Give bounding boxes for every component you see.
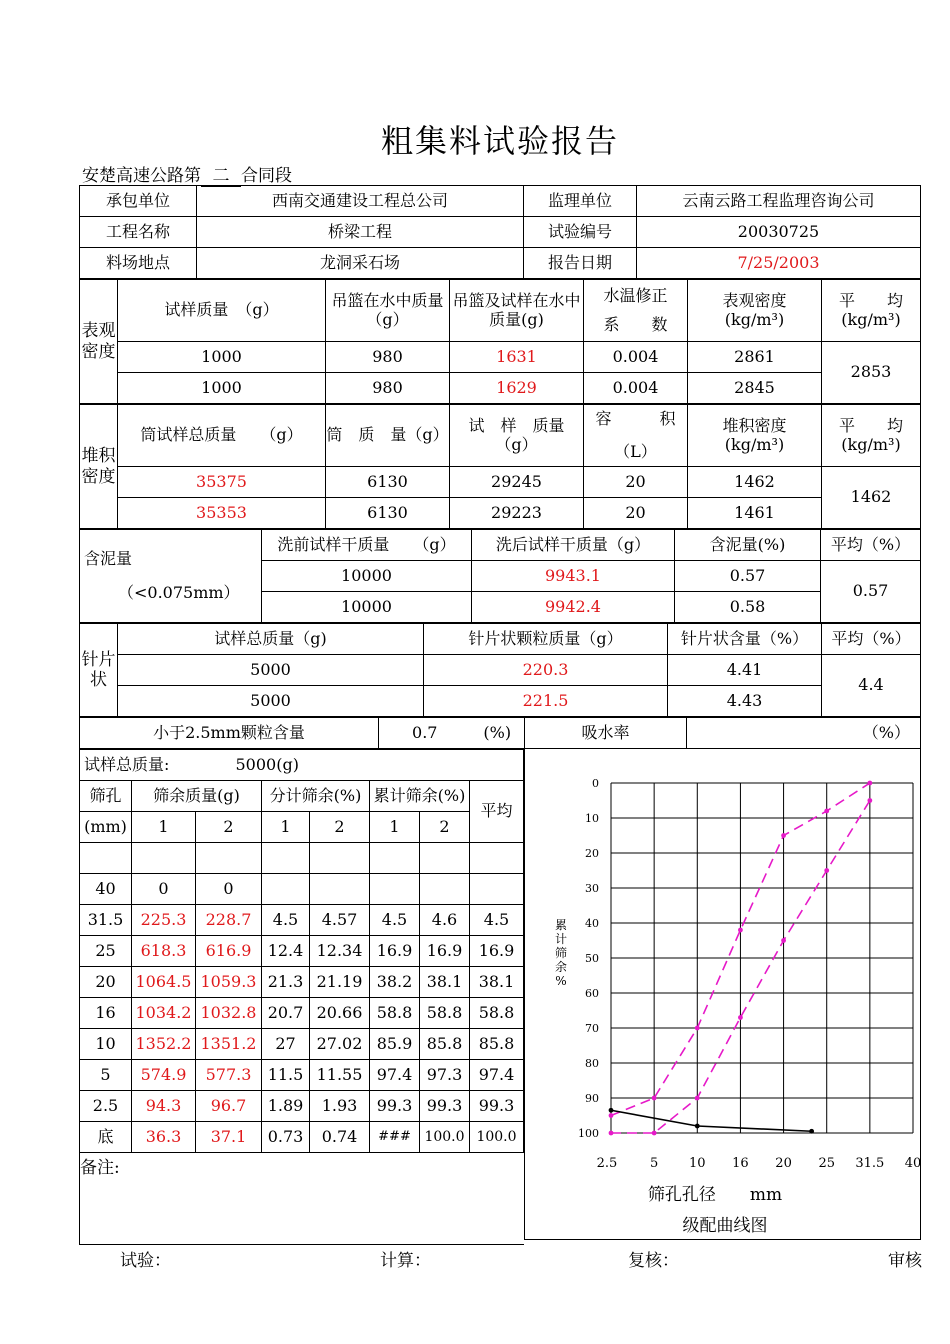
series-line-3 xyxy=(611,1110,812,1131)
grading-curve-chart xyxy=(525,743,921,1239)
cell: 12.4 xyxy=(262,936,310,967)
y-tick-label: 50 xyxy=(585,952,599,965)
cell: 16.9 xyxy=(370,936,420,967)
mud-content-table xyxy=(79,529,921,623)
y-axis-label: 计 xyxy=(554,932,568,946)
data-point xyxy=(781,938,786,943)
header-sieve-hole: 筛孔 xyxy=(80,781,132,812)
header-cylinder-mass: 筒 质 量（g） xyxy=(326,405,450,467)
cell: 10 xyxy=(80,1029,132,1060)
header-basket-water-mass: 吊篮在水中质量（g） xyxy=(326,280,450,342)
cell: 29245 xyxy=(450,467,584,498)
header-apparent-density: 表观密度 (kg/m³) xyxy=(688,280,822,342)
header-n1: 1 xyxy=(132,812,196,843)
cell: 0.74 xyxy=(310,1122,370,1153)
cell xyxy=(370,843,420,874)
bulk-density-label: 堆积密度 xyxy=(80,405,118,529)
cell: 5000 xyxy=(118,655,424,686)
header-average: 平均 xyxy=(470,781,524,843)
x-tick-label: 5 xyxy=(650,1156,659,1171)
cell: 6130 xyxy=(326,467,450,498)
cell xyxy=(80,843,132,874)
y-tick-label: 40 xyxy=(585,917,599,930)
cell: 574.9 xyxy=(132,1060,196,1091)
cell: 38.1 xyxy=(470,967,524,998)
header-volume: 容 积 （L） xyxy=(584,405,688,467)
y-tick-label: 60 xyxy=(585,987,599,1000)
cell: 96.7 xyxy=(196,1091,262,1122)
supervisor-value: 云南云路工程监理咨询公司 xyxy=(637,186,921,217)
sieve-rows xyxy=(80,874,524,1153)
sample-total-value: 5000(g) xyxy=(196,750,524,781)
cell: 38.2 xyxy=(370,967,420,998)
header-cumulative-retained: 累计筛余(%) xyxy=(370,781,470,812)
sieve-row xyxy=(80,1060,524,1091)
cell: 1351.2 xyxy=(196,1029,262,1060)
data-point xyxy=(738,1015,743,1020)
header-retained-mass: 筛余质量(g) xyxy=(132,781,262,812)
header-n1: 1 xyxy=(370,812,420,843)
cell: 20 xyxy=(584,467,688,498)
header-bulk-density: 堆积密度 (kg/m³) xyxy=(688,405,822,467)
x-tick-label: 31.5 xyxy=(855,1156,885,1171)
y-axis-label: 余 xyxy=(554,960,568,974)
header-basket-sample-water-mass: 吊篮及试样在水中质量(g) xyxy=(450,280,584,342)
cell: 225.3 xyxy=(132,905,196,936)
footer-review: 复核： xyxy=(628,1251,679,1271)
cell: 980 xyxy=(326,342,450,373)
sieve-row xyxy=(80,1029,524,1060)
header-sample-mass: 试 样 质量 （g） xyxy=(450,405,584,467)
cell: 16.9 xyxy=(470,936,524,967)
x-tick-label: 10 xyxy=(689,1156,706,1171)
header-average: 平均（%） xyxy=(822,624,921,655)
header-n1: 1 xyxy=(262,812,310,843)
cell: 27 xyxy=(262,1029,310,1060)
cell: 100.0 xyxy=(470,1122,524,1153)
cell: 980 xyxy=(326,373,450,404)
contractor-value: 西南交通建设工程总公司 xyxy=(197,186,524,217)
cell: 29223 xyxy=(450,498,584,529)
test-no-value: 20030725 xyxy=(637,217,921,248)
data-point xyxy=(695,1124,700,1129)
cell: 5 xyxy=(80,1060,132,1091)
cell: 1000 xyxy=(118,373,326,404)
y-axis-label: 筛 xyxy=(554,946,568,960)
data-point xyxy=(867,781,872,786)
cell: 12.34 xyxy=(310,936,370,967)
cell: 5000 xyxy=(118,686,424,717)
header-before-wash: 洗前试样干质量 （g） xyxy=(262,530,472,561)
remark-box: 备注: xyxy=(79,1153,524,1245)
bulk-density-average: 1462 xyxy=(822,467,921,529)
cell: 10000 xyxy=(262,592,472,623)
cell xyxy=(132,843,196,874)
footer-test: 试验： xyxy=(120,1251,171,1271)
cell: 11.55 xyxy=(310,1060,370,1091)
cell: 4.41 xyxy=(668,655,822,686)
cell: 底 xyxy=(80,1122,132,1153)
cell: 99.3 xyxy=(420,1091,470,1122)
header-total-mass: 筒试样总质量 （g） xyxy=(118,405,326,467)
cell: 25 xyxy=(80,936,132,967)
cell xyxy=(196,843,262,874)
fines-value: 0.7 xyxy=(379,718,471,749)
cell: ### xyxy=(370,1122,420,1153)
cell: 1.89 xyxy=(262,1091,310,1122)
apparent-density-average: 2853 xyxy=(822,342,921,404)
y-tick-label: 0 xyxy=(592,777,599,790)
sieve-row xyxy=(80,874,524,905)
header-sample-mass: 试样质量 （g） xyxy=(118,280,326,342)
sieve-row xyxy=(80,905,524,936)
mud-content-average: 0.57 xyxy=(821,561,921,623)
grading-curve-panel xyxy=(524,743,921,1240)
cell: 1034.2 xyxy=(132,998,196,1029)
flaky-average: 4.4 xyxy=(822,655,921,717)
cell: 37.1 xyxy=(196,1122,262,1153)
footer-calc: 计算： xyxy=(380,1251,431,1271)
cell: 6130 xyxy=(326,498,450,529)
cell: 35353 xyxy=(118,498,326,529)
cell xyxy=(310,843,370,874)
data-point xyxy=(609,1131,614,1136)
sieve-row xyxy=(80,998,524,1029)
data-point xyxy=(738,928,743,933)
y-tick-label: 80 xyxy=(585,1057,599,1070)
cell xyxy=(470,874,524,905)
bulk-density-table xyxy=(79,404,921,529)
cell: 97.4 xyxy=(370,1060,420,1091)
cell: 20 xyxy=(584,498,688,529)
data-point xyxy=(652,1096,657,1101)
cell: 0.004 xyxy=(584,342,688,373)
cell: 21.19 xyxy=(310,967,370,998)
header-n2: 2 xyxy=(196,812,262,843)
cell: 220.3 xyxy=(424,655,668,686)
header-mm: (mm) xyxy=(80,812,132,843)
cell: 0.58 xyxy=(675,592,821,623)
cell: 1032.8 xyxy=(196,998,262,1029)
apparent-density-label: 表观密度 xyxy=(80,280,118,404)
cell: 40 xyxy=(80,874,132,905)
contractor-label: 承包单位 xyxy=(80,186,197,217)
cell: 97.4 xyxy=(470,1060,524,1091)
project-label: 工程名称 xyxy=(80,217,197,248)
header-after-wash: 洗后试样干质量（g） xyxy=(472,530,675,561)
cell: 94.3 xyxy=(132,1091,196,1122)
y-tick-label: 70 xyxy=(585,1022,599,1035)
cell: 31.5 xyxy=(80,905,132,936)
fines-unit: (%) xyxy=(471,718,525,749)
data-point xyxy=(824,809,829,814)
cell xyxy=(262,874,310,905)
header-flaky-content: 针片状含量（%） xyxy=(668,624,822,655)
cell: 4.5 xyxy=(262,905,310,936)
y-axis-label: % xyxy=(555,974,567,988)
cell: 1.93 xyxy=(310,1091,370,1122)
cell: 1059.3 xyxy=(196,967,262,998)
x-tick-label: 20 xyxy=(775,1156,792,1171)
cell: 1461 xyxy=(688,498,822,529)
apparent-density-table xyxy=(79,279,921,404)
y-tick-label: 100 xyxy=(578,1127,599,1140)
y-tick-label: 20 xyxy=(585,847,599,860)
cell: 1629 xyxy=(450,373,584,404)
mud-content-label: 含泥量 （<0.075mm） xyxy=(80,530,262,623)
header-average: 平 均 (kg/m³) xyxy=(822,405,921,467)
cell: 99.3 xyxy=(370,1091,420,1122)
absorption-label: 吸水率 xyxy=(525,718,687,749)
y-axis-label: 累 xyxy=(554,918,568,932)
data-point xyxy=(809,1129,814,1134)
header-average: 平均（%） xyxy=(821,530,921,561)
site-label: 料场地点 xyxy=(80,248,197,279)
report-date-label: 报告日期 xyxy=(524,248,637,279)
cell xyxy=(310,874,370,905)
cell: 20.7 xyxy=(262,998,310,1029)
y-tick-label: 30 xyxy=(585,882,599,895)
cell: 11.5 xyxy=(262,1060,310,1091)
data-point xyxy=(609,1113,614,1118)
cell: 58.8 xyxy=(420,998,470,1029)
cell: 221.5 xyxy=(424,686,668,717)
data-point xyxy=(652,1131,657,1136)
cell: 4.5 xyxy=(470,905,524,936)
x-tick-label: 16 xyxy=(732,1156,749,1171)
sieve-row xyxy=(80,1091,524,1122)
y-tick-label: 10 xyxy=(585,812,599,825)
cell: 2.5 xyxy=(80,1091,132,1122)
cell: 97.3 xyxy=(420,1060,470,1091)
cell: 577.3 xyxy=(196,1060,262,1091)
cell xyxy=(420,874,470,905)
cell: 16 xyxy=(80,998,132,1029)
cell xyxy=(370,874,420,905)
header-flaky-mass: 针片状颗粒质量（g） xyxy=(424,624,668,655)
data-point xyxy=(695,1026,700,1031)
test-no-label: 试验编号 xyxy=(524,217,637,248)
data-point xyxy=(824,868,829,873)
info-table xyxy=(79,185,921,279)
flaky-table xyxy=(79,623,921,717)
data-point xyxy=(609,1108,614,1113)
cell: 16.9 xyxy=(420,936,470,967)
cell: 618.3 xyxy=(132,936,196,967)
chart-caption: 级配曲线图 xyxy=(682,1216,768,1236)
header-mud-content: 含泥量(%) xyxy=(675,530,821,561)
header-average: 平 均 (kg/m³) xyxy=(822,280,921,342)
flaky-label: 针片状 xyxy=(80,624,118,717)
cell: 99.3 xyxy=(470,1091,524,1122)
x-axis-label: 筛孔孔径 mm xyxy=(647,1185,783,1205)
cell: 100.0 xyxy=(420,1122,470,1153)
cell: 58.8 xyxy=(470,998,524,1029)
cell: 85.9 xyxy=(370,1029,420,1060)
cell: 0 xyxy=(196,874,262,905)
project-value: 桥梁工程 xyxy=(197,217,524,248)
sample-total-label: 试样总质量: xyxy=(80,750,196,781)
header-n2: 2 xyxy=(420,812,470,843)
cell: 36.3 xyxy=(132,1122,196,1153)
cell: 0 xyxy=(132,874,196,905)
cell: 616.9 xyxy=(196,936,262,967)
cell: 4.6 xyxy=(420,905,470,936)
cell: 20 xyxy=(80,967,132,998)
cell: 0.57 xyxy=(675,561,821,592)
cell: 2845 xyxy=(688,373,822,404)
cell: 4.5 xyxy=(370,905,420,936)
absorption-unit: （%） xyxy=(687,718,921,749)
cell: 0.004 xyxy=(584,373,688,404)
cell: 21.3 xyxy=(262,967,310,998)
cell: 10000 xyxy=(262,561,472,592)
cell: 85.8 xyxy=(420,1029,470,1060)
cell xyxy=(420,843,470,874)
report-date-value: 7/25/2003 xyxy=(637,248,921,279)
cell: 35375 xyxy=(118,467,326,498)
page-title: 粗集料试验报告 xyxy=(380,122,619,160)
cell: 4.57 xyxy=(310,905,370,936)
sieve-row xyxy=(80,967,524,998)
x-tick-label: 2.5 xyxy=(596,1156,618,1171)
header-temp-correction: 水温修正 系 数 xyxy=(584,280,688,342)
cell: 9942.4 xyxy=(472,592,675,623)
cell: 85.8 xyxy=(470,1029,524,1060)
cell: 38.1 xyxy=(420,967,470,998)
cell: 9943.1 xyxy=(472,561,675,592)
cell: 228.7 xyxy=(196,905,262,936)
cell: 20.66 xyxy=(310,998,370,1029)
cell: 1000 xyxy=(118,342,326,373)
y-tick-label: 90 xyxy=(585,1092,599,1105)
data-point xyxy=(695,1096,700,1101)
section-number: 二 xyxy=(201,161,241,187)
sieve-table xyxy=(79,749,524,1153)
header-partial-retained: 分计筛余(%) xyxy=(262,781,370,812)
cell: 0.73 xyxy=(262,1122,310,1153)
sieve-row xyxy=(80,1122,524,1153)
cell: 2861 xyxy=(688,342,822,373)
cell: 1631 xyxy=(450,342,584,373)
cell: 27.02 xyxy=(310,1029,370,1060)
cell: 1064.5 xyxy=(132,967,196,998)
data-point xyxy=(781,833,786,838)
cell: 1352.2 xyxy=(132,1029,196,1060)
footer-approve: 审核 xyxy=(888,1251,922,1271)
x-tick-label: 25 xyxy=(818,1156,835,1171)
cell: 4.43 xyxy=(668,686,822,717)
supervisor-label: 监理单位 xyxy=(524,186,637,217)
cell: 1462 xyxy=(688,467,822,498)
sieve-row xyxy=(80,936,524,967)
header-n2: 2 xyxy=(310,812,370,843)
x-tick-label: 40 xyxy=(904,1156,921,1171)
cell: 58.8 xyxy=(370,998,420,1029)
data-point xyxy=(867,798,872,803)
cell xyxy=(470,843,524,874)
cell xyxy=(262,843,310,874)
site-value: 龙洞采石场 xyxy=(197,248,524,279)
contract-section-line: 安楚高速公路第 二 合同段 xyxy=(82,161,292,187)
fines-label: 小于2.5mm颗粒含量 xyxy=(80,718,379,749)
header-total-mass: 试样总质量（g) xyxy=(118,624,424,655)
